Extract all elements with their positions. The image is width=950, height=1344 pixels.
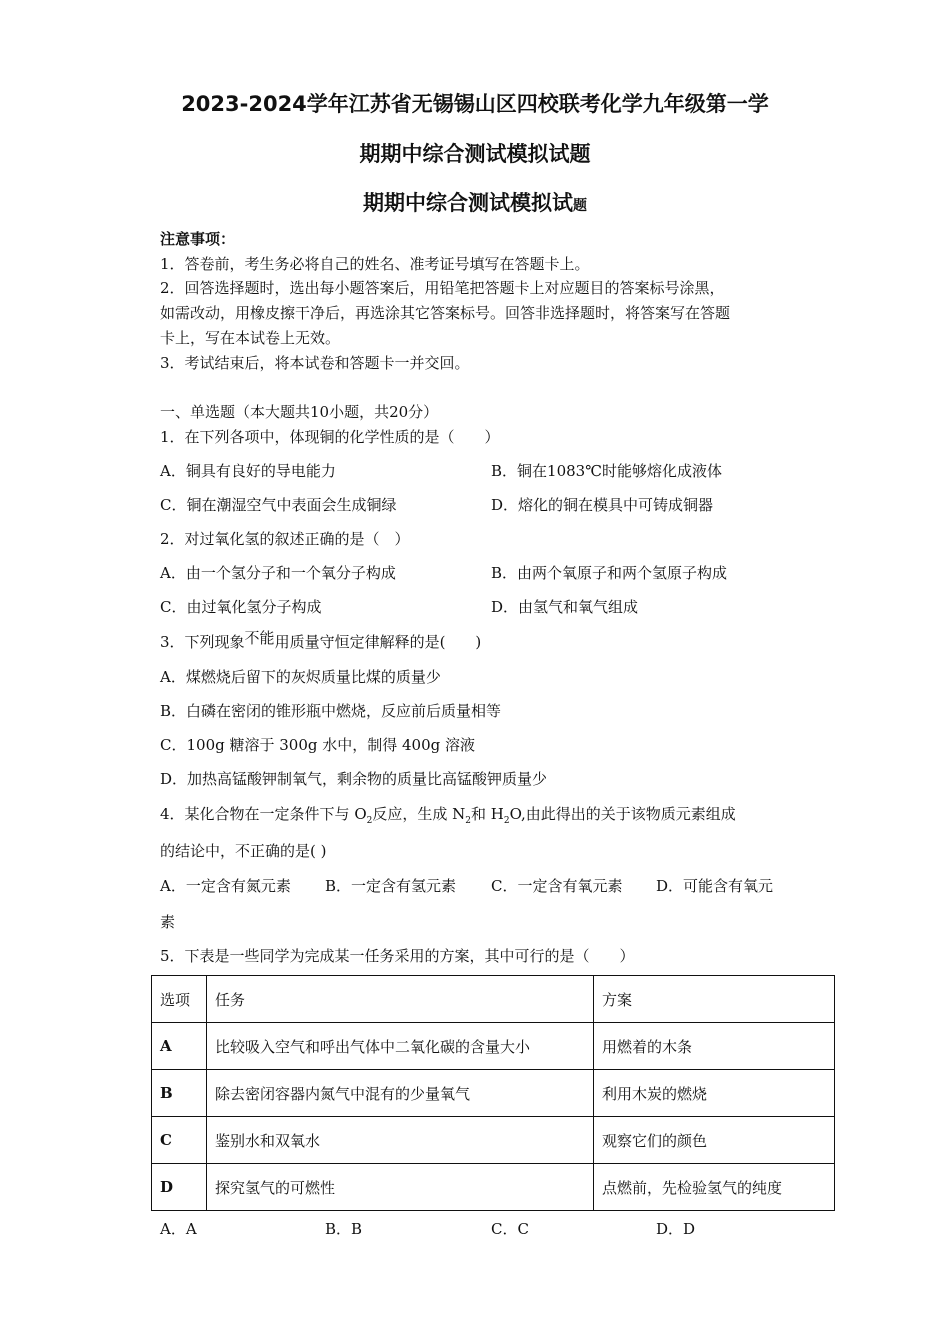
q2-option-c: C．由过氧化氢分子构成 <box>160 598 322 616</box>
row-option: B <box>152 1070 207 1117</box>
row-option: C <box>152 1117 207 1164</box>
q5-option-c: C．C <box>491 1220 529 1238</box>
notice-line-2b: 如需改动，用橡皮擦干净后，再选涂其它答案标号。回答非选择题时，将答案写在答题 <box>160 304 731 322</box>
q4-stem-line-2: 的结论中，不正确的是( ) <box>160 842 327 860</box>
q3-option-b: B．白磷在密闭的锥形瓶中燃烧，反应前后质量相等 <box>160 702 502 720</box>
row-plan: 观察它们的颜色 <box>594 1117 835 1164</box>
row-task: 比较吸入空气和呼出气体中二氧化碳的含量大小 <box>207 1023 594 1070</box>
q2-stem: 2．对过氧化氢的叙述正确的是（ ） <box>160 530 410 548</box>
header-option: 选项 <box>152 976 207 1023</box>
q4-option-d: D．可能含有氧元 <box>656 877 774 895</box>
q5-stem: 5．下表是一些同学为完成某一任务采用的方案，其中可行的是（ ） <box>160 947 635 965</box>
q5-plan-table <box>151 975 835 1211</box>
q4-option-b: B．一定含有氢元素 <box>325 877 457 895</box>
table-row <box>152 1117 835 1164</box>
row-task: 鉴别水和双氧水 <box>207 1117 594 1164</box>
q5-option-b: B．B <box>325 1220 363 1238</box>
q4-option-c: C．一定含有氧元素 <box>491 877 623 895</box>
q4-option-a: A．一定含有氮元素 <box>160 877 291 895</box>
q3-option-d: D．加热高锰酸钾制氧气，剩余物的质量比高锰酸钾质量少 <box>160 770 548 788</box>
q1-option-d: D．熔化的铜在模具中可铸成铜器 <box>491 496 714 514</box>
row-option: D <box>152 1164 207 1211</box>
q4-stem-line-1: 4．某化合物在一定条件下与 $O_2$反应，生成 $N_2$和 $H_2O$,由此得出的关于该物质元素组成 <box>160 805 736 826</box>
table-row <box>152 1023 835 1070</box>
notice-line-2c: 卡上，写在本试卷上无效。 <box>160 329 341 347</box>
row-plan: 点燃前，先检验氢气的纯度 <box>594 1164 835 1211</box>
q1-option-b: B．铜在1083℃时能够熔化成液体 <box>491 462 722 480</box>
notice-heading: 注意事项： <box>160 230 236 248</box>
q3-option-a: A．煤燃烧后留下的灰烬质量比煤的质量少 <box>160 668 441 686</box>
notice-line-3: 3．考试结束后，将本试卷和答题卡一并交回。 <box>160 354 470 372</box>
notice-line-1: 1．答卷前，考生务必将自己的姓名、准考证号填写在答题卡上。 <box>160 255 590 273</box>
exam-title-line-2: 期期中综合测试模拟试题 <box>359 142 591 166</box>
header-task: 任务 <box>207 976 594 1023</box>
header-plan: 方案 <box>594 976 835 1023</box>
q2-option-d: D．由氢气和氧气组成 <box>491 598 639 616</box>
q3-option-c: C．100g 糖溶于 300g 水中，制得 400g 溶液 <box>160 736 476 754</box>
exam-title-line-1: 2023-2024学年江苏省无锡锡山区四校联考化学九年级第一学 <box>181 92 769 116</box>
notice-line-2a: 2．回答选择题时，选出每小题答案后，用铅笔把答题卡上对应题目的答案标号涂黑， <box>160 279 725 297</box>
table-row <box>152 1070 835 1117</box>
table-row <box>152 1164 835 1211</box>
row-option: A <box>152 1023 207 1070</box>
row-task: 探究氢气的可燃性 <box>207 1164 594 1211</box>
row-plan: 利用木炭的燃烧 <box>594 1070 835 1117</box>
q3-stem: 3．下列现象不能用质量守恒定律解释的是( ) <box>160 629 482 651</box>
q4-option-d-continued: 素 <box>160 913 176 931</box>
q2-option-b: B．由两个氧原子和两个氢原子构成 <box>491 564 728 582</box>
q1-stem: 1．在下列各项中，体现铜的化学性质的是（ ） <box>160 428 500 446</box>
row-task: 除去密闭容器内氮气中混有的少量氧气 <box>207 1070 594 1117</box>
row-plan: 用燃着的木条 <box>594 1023 835 1070</box>
q5-option-a: A．A <box>160 1220 197 1238</box>
q5-option-d: D．D <box>656 1220 696 1238</box>
table-header-row <box>152 976 835 1023</box>
section-heading: 一、单选题（本大题共10小题，共20分） <box>160 403 439 421</box>
q1-option-a: A．铜具有良好的导电能力 <box>160 462 336 480</box>
q1-option-c: C．铜在潮湿空气中表面会生成铜绿 <box>160 496 397 514</box>
exam-title-line-3: 期期中综合测试模拟试题 <box>363 191 587 215</box>
q2-option-a: A．由一个氢分子和一个氧分子构成 <box>160 564 396 582</box>
